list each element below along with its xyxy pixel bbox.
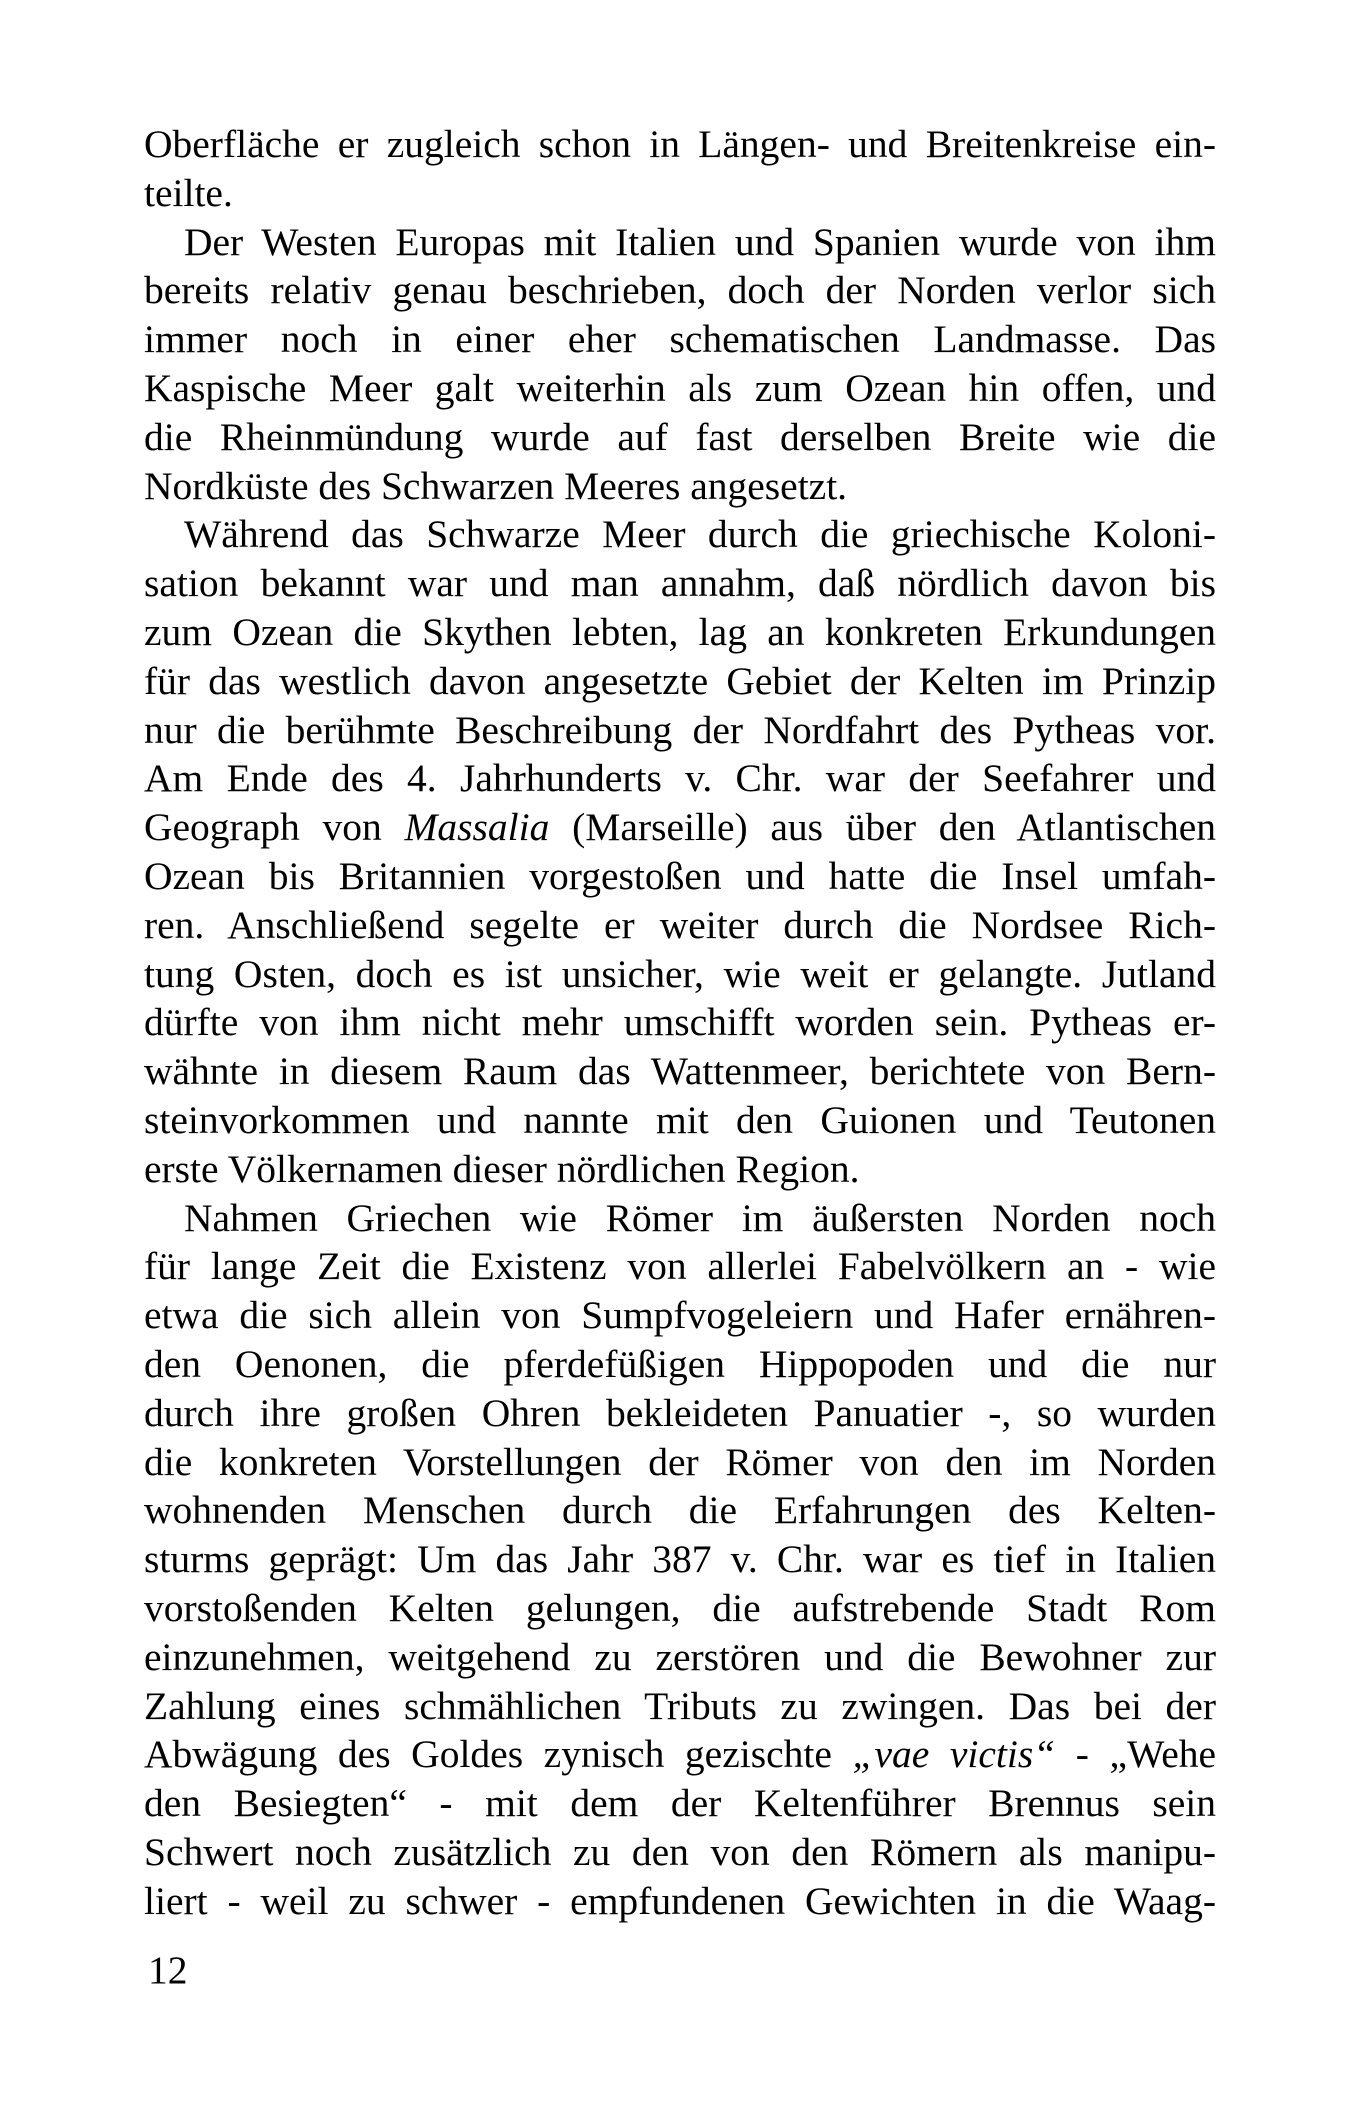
text-line: etwa die sich allein von Sumpfvogeleiern und Hafer ernähren- [144, 1293, 1216, 1338]
text-line: Kaspische Meer galt weiterhin als zum Ozean hin offen, und [144, 365, 1216, 410]
text-line: erste Völkernamen dieser nördlichen Region. [144, 1146, 860, 1191]
text-line: Am Ende des 4. Jahrhunderts v. Chr. war der Seefahrer und [144, 756, 1216, 801]
text-line: liert - weil zu schwer - empfundenen Gewichten in die Waag- [144, 1878, 1216, 1923]
text-line: Abwägung des Goldes zynisch gezischte „vae victis“ - „Wehe [144, 1732, 1217, 1777]
paragraph-first-line: Der Westen Europas mit Italien und Spanien wurde von ihm [184, 219, 1216, 264]
body-text [144, 120, 1216, 1925]
paragraph-first-line: Während das Schwarze Meer durch die griechische Koloni- [184, 512, 1216, 557]
text-line: die konkreten Vorstellungen der Römer von den im Norden [144, 1439, 1216, 1484]
text-line: steinvorkommen und nannte mit den Guionen und Teutonen [144, 1097, 1216, 1142]
text-line: den Besiegten“ - mit dem der Keltenführer Brennus sein [144, 1781, 1216, 1826]
text-line: Ozean bis Britannien vorgestoßen und hatte die Insel umfah- [144, 853, 1216, 898]
text-line: wohnenden Menschen durch die Erfahrungen des Kelten- [144, 1488, 1216, 1533]
text-line: zum Ozean die Skythen lebten, lag an konkreten Erkundungen [144, 609, 1216, 654]
text-line: durch ihre großen Ohren bekleideten Panuatier -, so wurden [144, 1390, 1216, 1435]
text-line: Oberfläche er zugleich schon in Längen- und Breitenkreise ein- [144, 122, 1216, 166]
text-line: sation bekannt war und man annahm, daß nördlich davon bis [144, 561, 1216, 606]
text-line: dürfte von ihm nicht mehr umschifft worden sein. Pytheas er- [144, 1000, 1216, 1045]
text-line: nur die berühmte Beschreibung der Nordfahrt des Pytheas vor. [144, 707, 1216, 752]
text-line: teilte. [144, 170, 233, 215]
text-line: Nordküste des Schwarzen Meeres angesetzt. [144, 463, 848, 508]
text-line: bereits relativ genau beschrieben, doch der Norden verlor sich [144, 268, 1216, 313]
italic-place-name: Massalia [404, 805, 550, 850]
text-line: Geograph von Massalia (Marseille) aus über den Atlantischen [144, 805, 1217, 850]
text-line: einzunehmen, weitgehend zu zerstören und die Bewohner zur [144, 1634, 1216, 1679]
text-line: Schwert noch zusätzlich zu den von den Römern als manipu- [144, 1829, 1216, 1874]
text-line: vorstoßenden Kelten gelungen, die aufstrebende Stadt Rom [144, 1585, 1216, 1630]
page-number: 12 [148, 1948, 188, 1992]
paragraph-first-line: Nahmen Griechen wie Römer im äußersten Norden noch [184, 1195, 1216, 1240]
text-line: wähnte in diesem Raum das Wattenmeer, berichtete von Bern- [144, 1049, 1216, 1094]
text-line: den Oenonen, die pferdefüßigen Hippopoden und die nur [144, 1341, 1216, 1386]
text-line: für das westlich davon angesetzte Gebiet der Kelten im Prinzip [144, 658, 1216, 703]
italic-latin-quote: „vae victis“ [852, 1732, 1056, 1777]
text-line: ren. Anschließend segelte er weiter durch die Nordsee Rich- [144, 902, 1216, 947]
text-line: die Rheinmündung wurde auf fast derselben Breite wie die [144, 414, 1216, 459]
text-line: sturms geprägt: Um das Jahr 387 v. Chr. war es tief in Italien [144, 1537, 1216, 1582]
text-line: für lange Zeit die Existenz von allerlei Fabelvölkern an - wie [144, 1244, 1216, 1289]
text-line: immer noch in einer eher schematischen Landmasse. Das [144, 317, 1216, 362]
text-line: Zahlung eines schmählichen Tributs zu zwingen. Das bei der [144, 1683, 1216, 1728]
text-line: tung Osten, doch es ist unsicher, wie weit er gelangte. Jutland [144, 951, 1216, 996]
